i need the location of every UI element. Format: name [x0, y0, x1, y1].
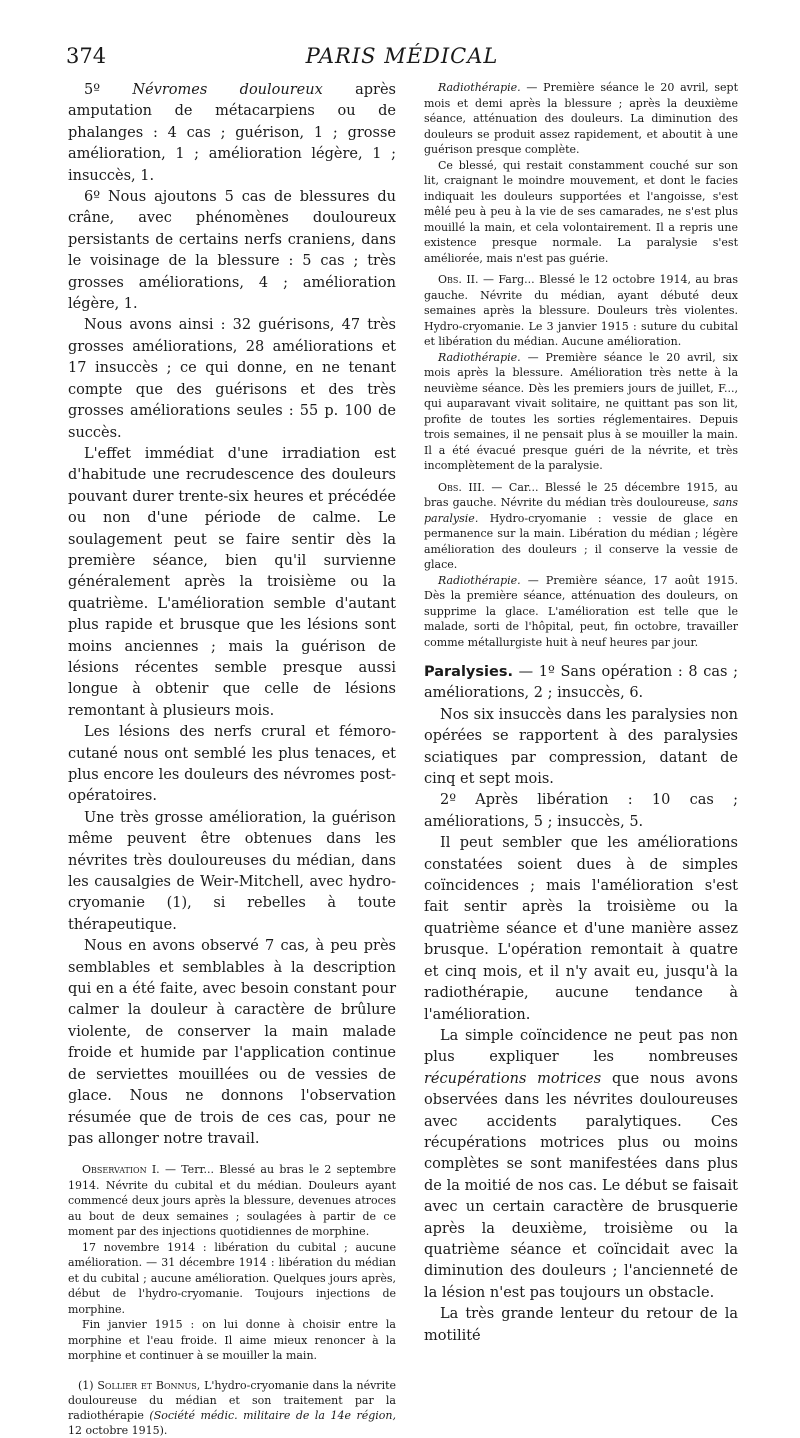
observation-2	[424, 272, 738, 350]
observation-3	[424, 480, 738, 573]
paragraph-lenteur: La très grande lenteur du retour de la motilité	[424, 1306, 738, 1344]
section-title: Paralysies.	[424, 664, 513, 680]
radiotherapie-label: Radiothérapie.	[438, 573, 521, 587]
footnote-marker: (1)	[78, 1378, 98, 1392]
emphasis: récupérations motrices	[424, 1070, 602, 1087]
item-body: après amputation de métacarpiens ou de phalanges : 4 cas ; guérison, 1 ; grosse amélioration, 1 ; amélioration légère, 1 ; insuccès, 1.	[68, 82, 396, 184]
paragraph-effet: L'effet immédiat d'une irradiation est d'habitude une recrudescence des douleurs pouvant durer trente-six heures et précédée ou non d'une période de calme. Le soulagement peut se faire sentir dès la première séance, bien qu'il survienne généralement après la troisième ou la quatrième. L'amélioration semble d'autant plus rapide et brusque que les lésions sont moins anciennes ; mais la guérison de lésions récentes semble presque aussi longue à obtenir que celle de lésions remontant à plusieurs mois.	[68, 445, 396, 719]
observation-text: — Terr... Blessé au bras le 2 septembre 1914. Névrite du cubital et du médian. Douleurs ayant commencé deux jours après la blessure, devenues atroces au bout de deux semaines ; soulagées à partir de ce moment par des injections quotidiennes de morphine.	[68, 1163, 396, 1239]
observation-1-dates: 17 novembre 1914 : libération du cubital ; aucune amélioration. — 31 décembre 1914 : libération du médian et du cubital ; aucune amélioration. Quelques jours après, début de l'hydro-cryomanie. Toujours injections de morphine.	[68, 1240, 396, 1316]
text-run: La simple coïncidence ne peut pas non plus expliquer les nombreuses	[424, 1027, 738, 1066]
observation-label: Obs. III.	[438, 480, 485, 494]
paragraph-liberation: 2º Après libération : 10 cas ; améliorations, 5 ; insuccès, 5.	[424, 792, 738, 830]
paragraph-totals: Nous avons ainsi : 32 guérisons, 47 très grosses améliorations, 28 améliorations et 17 insuccès ; ce qui donne, en ne tenant compte que des guérisons et des très grosses améliorations seules : 55 p. 100 de succès.	[68, 317, 396, 441]
left-column	[68, 80, 396, 1438]
footnote-text: , L'hydro-cryomanie dans la névrite douloureuse du médian et son traitement par la radiothérapie	[68, 1378, 397, 1422]
paragraph-crane: 6º Nous ajoutons 5 cas de blessures du crâne, avec phénomènes douloureux persistants de certains nerfs craniens, dans le voisinage de la blessure : 5 cas ; très grosses améliorations, 4 ; amélioration légère, 1.	[68, 189, 396, 313]
paragraph-recuperations	[424, 1026, 738, 1304]
radiotherapie-text: — Première séance, 17 août 1915. Dès la première séance, atténuation des douleurs, on supprime la glace. L'amélioration est telle que le malade, sorti de l'hôpital, peut, fin octobre, travailler comme métallurgiste huit à neuf heures par jour.	[424, 573, 738, 649]
observation-1-fin: Fin janvier 1915 : on lui donne à choisir entre la morphine et l'eau froide. Il aime mieux renoncer à la morphine et continuer à se mouiller la main.	[68, 1318, 396, 1363]
page-number: 374	[66, 44, 107, 68]
observation-text: Hydro-cryomanie : vessie de glace en permanence sur la main. Libération du médian ; légère amélioration des douleurs ; il conserve la vessie de glace.	[424, 511, 738, 571]
section-text: — 1º Sans opération : 8 cas ; améliorations, 2 ; insuccès, 6.	[424, 664, 738, 702]
paragraph-nevromes	[68, 80, 396, 187]
observation-text: — Car... Blessé le 25 décembre 1915, au bras gauche. Névrite du médian très douloureuse,	[424, 480, 738, 509]
footnote-authors: Sollier et Bonnus	[97, 1378, 197, 1392]
footnote-date: 12 octobre 1915).	[68, 1423, 168, 1437]
running-title: PARIS MÉDICAL	[305, 44, 499, 68]
radiotherapie-2	[424, 350, 738, 474]
footnote	[68, 1378, 396, 1438]
radiotherapie-label: Radiothérapie.	[438, 81, 521, 94]
observation-1	[68, 1162, 396, 1240]
text-run: que nous avons observées dans les névrites douloureuses avec accidents paralytiques. Ces récupérations motrices plus ou moins complètes se sont manifestées dans plus de la moitié de nos cas. Le début se faisait avec un certain caractère de brusquerie après la deuxième, troisième ou la quatrième séance et coïncidait avec la diminution des douleurs ; l'ancienneté de la lésion n'est pas toujours un obstacle.	[424, 1070, 738, 1301]
paragraph-amelioration: Une très grosse amélioration, la guérison même peuvent être obtenues dans les névrites très douloureuses du médian, dans les causalgies de Weir-Mitchell, avec hydro-cryomanie (1), si rebelles à toute thérapeutique.	[68, 809, 396, 933]
radiotherapie-text: — Première séance le 20 avril, sept mois et demi après la blessure ; après la deuxième séance, atténuation des douleurs. La diminution des douleurs se produit assez rapidement, et aboutit à une guérison presque complète.	[424, 81, 738, 156]
paragraph-blesse: Ce blessé, qui restait constamment couché sur son lit, craignant le moindre mouvement, et dont le facies indiquait les douleurs supportées et l'angoisse, s'est mêlé peu à peu à la vie de ses camarades, ne s'est plus mouillé la main, et cela volontairement. Il a repris une existence presque normale. La paralysie s'est améliorée, mais n'est pas guérie.	[424, 158, 738, 265]
observation-italic: sans paralysie.	[424, 496, 738, 525]
radiotherapie-1	[424, 80, 738, 158]
footnote-journal: (Société médic. militaire de la 14e région,	[149, 1408, 396, 1422]
item-title: Névromes douloureux	[132, 82, 323, 98]
paralysies-heading	[424, 662, 738, 705]
observation-text: — Farg... Blessé le 12 octobre 1914, au bras gauche. Névrite du médian, ayant débuté deux semaines après la blessure. Douleurs très violentes. Hydro-cryomanie. Le 3 janvier 1915 : suture du cubital et libération du médian. Aucune amélioration.	[424, 273, 738, 348]
paragraph-lesions: Les lésions des nerfs crural et fémoro-cutané nous ont semblé les plus tenaces, et plus encore les douleurs des névromes post-opératoires.	[68, 724, 396, 805]
paragraph-cas: Nous en avons observé 7 cas, à peu près semblables et semblables à la description qui en a été faite, avec besoin constant pour calmer la douleur à caractère de brûlure violente, de conserver la main malade froide et humide par l'application continue de serviettes mouillées ou de vessies de glace. Nous ne donnons l'observation résumée que de trois de ces cas, pour ne pas allonger notre travail.	[68, 938, 396, 1147]
paragraph-coincidences: Il peut sembler que les améliorations constatées soient dues à de simples coïncidences ; mais l'amélioration s'est fait sentir après la troisième ou la quatrième séance et d'une manière assez brusque. L'opération remontait à quatre et cinq mois, et il n'y avait eu, jusqu'à la radiothérapie, aucune tendance à l'amélioration.	[424, 835, 738, 1023]
observation-label: Observation I.	[82, 1163, 160, 1177]
page-header	[66, 44, 738, 74]
paragraph-insucces: Nos six insuccès dans les paralysies non opérées se rapportent à des paralysies sciatiques par compression, datant de cinq et sept mois.	[424, 706, 738, 788]
radiotherapie-3	[424, 573, 738, 651]
radiotherapie-label: Radiothérapie.	[438, 350, 521, 364]
observation-label: Obs. II.	[438, 273, 479, 286]
item-number: 5º	[84, 82, 133, 98]
right-column	[424, 80, 738, 1347]
radiotherapie-text: — Première séance le 20 avril, six mois après la blessure. Amélioration très nette à la neuvième séance. Dès les premiers jours de juillet, F..., qui auparavant vivait solitaire, ne quittant pas son lit, profite de toutes les sorties réglementaires. Depuis trois semaines, il ne pensait plus à se mouiller la main. Il a été évacué presque guéri de la névrite, et très incomplètement de la paralysie.	[424, 350, 738, 472]
